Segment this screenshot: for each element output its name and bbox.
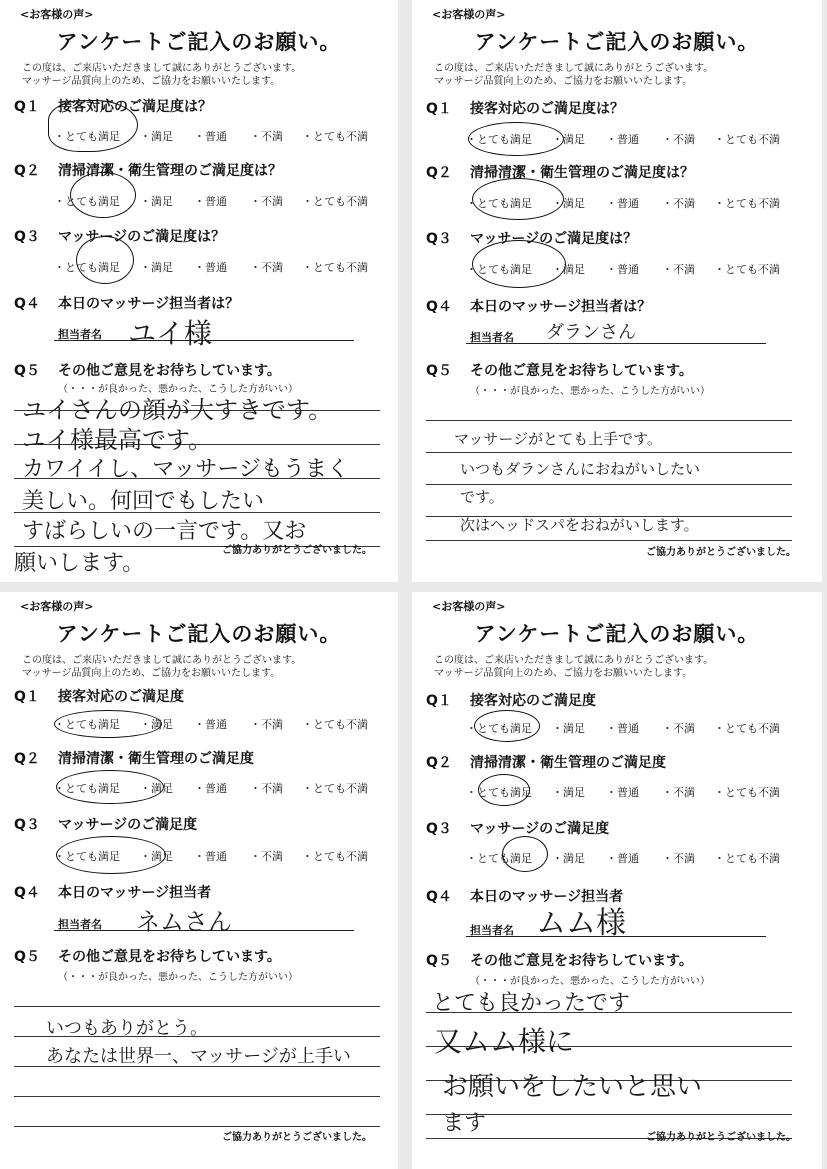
q5-hint: （・・・が良かった、悪かった、こうした方がいい） <box>58 972 298 983</box>
sheet-tag: <お客様の声> <box>432 8 506 21</box>
question-4: Q４ 本日のマッサージ担当者は？ <box>14 296 240 312</box>
option-satisfied[interactable]: ・満足 <box>140 782 173 795</box>
option-neutral[interactable]: ・普通 <box>194 130 227 143</box>
survey-sheet-2 <box>412 0 822 582</box>
comment-text[interactable]: 願いします。 <box>14 551 145 576</box>
comment-text[interactable]: あなたは世界一、マッサージが上手い <box>46 1046 351 1067</box>
option-dissatisfied[interactable]: ・不満 <box>662 786 695 799</box>
option-very-satisfied[interactable]: ・とても満足 <box>466 852 532 865</box>
selection-circle <box>478 774 530 806</box>
comment-text[interactable]: カワイイし、マッサージもうまく <box>22 457 349 482</box>
staff-label: 担当者名 <box>470 331 514 344</box>
option-very-dissatisfied[interactable]: ・とても不満 <box>714 133 780 146</box>
selection-circle <box>472 240 566 288</box>
thanks-note: ご協力ありがとうございました。 <box>646 1132 796 1143</box>
option-very-dissatisfied[interactable]: ・とても不満 <box>302 130 368 143</box>
option-neutral[interactable]: ・普通 <box>606 852 639 865</box>
option-very-dissatisfied[interactable]: ・とても不満 <box>302 261 368 274</box>
option-very-satisfied[interactable]: ・とても満足 <box>54 850 120 863</box>
question-2: Q２ 清掃清潔・衛生管理のご満足度 <box>426 755 666 771</box>
option-neutral[interactable]: ・普通 <box>194 195 227 208</box>
thanks-note: ご協力ありがとうございました。 <box>222 1132 372 1143</box>
selection-circle <box>54 710 162 738</box>
option-very-satisfied[interactable]: ・とても満足 <box>54 195 120 208</box>
question-5: Q５ その他ご意見をお待ちしています。 <box>426 953 693 969</box>
comment-line <box>14 1096 380 1097</box>
survey-sheet-1 <box>0 0 398 582</box>
sheet-title: アンケートご記入のお願い。 <box>56 622 342 646</box>
comment-text[interactable]: とても良かったです <box>432 991 631 1016</box>
option-dissatisfied[interactable]: ・不満 <box>662 722 695 735</box>
question-2: Q２ 清掃清潔・衛生管理のご満足度は？ <box>14 163 282 179</box>
question-1: Q１ 接客対応のご満足度 <box>426 693 596 709</box>
option-satisfied[interactable]: ・満足 <box>552 263 585 276</box>
option-very-satisfied[interactable]: ・とても満足 <box>54 718 120 731</box>
thanks-note: ご協力ありがとうございました。 <box>222 545 372 556</box>
selection-circle <box>70 172 136 218</box>
option-neutral[interactable]: ・普通 <box>606 197 639 210</box>
option-very-dissatisfied[interactable]: ・とても不満 <box>302 195 368 208</box>
comment-line <box>426 420 792 421</box>
option-neutral[interactable]: ・普通 <box>606 133 639 146</box>
comment-text[interactable]: すばらしいの一言です。又お <box>22 519 307 544</box>
option-neutral[interactable]: ・普通 <box>606 786 639 799</box>
sheet-title: アンケートご記入のお願い。 <box>474 622 760 646</box>
option-very-satisfied[interactable]: ・とても満足 <box>466 786 532 799</box>
option-neutral[interactable]: ・普通 <box>606 722 639 735</box>
option-neutral[interactable]: ・普通 <box>606 263 639 276</box>
selection-circle <box>76 236 134 284</box>
option-neutral[interactable]: ・普通 <box>194 718 227 731</box>
comment-text[interactable]: お願いをしたいと思い <box>442 1072 703 1102</box>
option-very-dissatisfied[interactable]: ・とても不満 <box>302 718 368 731</box>
option-very-dissatisfied[interactable]: ・とても不満 <box>714 722 780 735</box>
option-very-satisfied[interactable]: ・とても満足 <box>54 130 120 143</box>
option-very-dissatisfied[interactable]: ・とても不満 <box>714 197 780 210</box>
selection-circle <box>502 836 548 872</box>
comment-text[interactable]: ます <box>442 1111 487 1136</box>
q5-hint: （・・・が良かった、悪かった、こうした方がいい） <box>470 976 710 987</box>
comment-text[interactable]: いつもありがとう。 <box>46 1018 208 1039</box>
comment-line <box>14 1126 380 1127</box>
option-neutral[interactable]: ・普通 <box>194 850 227 863</box>
staff-label: 担当者名 <box>58 328 102 341</box>
sheet-intro: この度は、ご来店いただきまして誠にありがとうございます。 マッサージ品質向上のため、ご協力をお願いいたします。 <box>22 655 302 679</box>
sheet-tag: <お客様の声> <box>432 600 506 613</box>
option-dissatisfied[interactable]: ・不満 <box>250 195 283 208</box>
selection-circle <box>56 836 166 874</box>
question-2: Q２ 清掃清潔・衛生管理のご満足度 <box>14 751 254 767</box>
option-dissatisfied[interactable]: ・不満 <box>250 130 283 143</box>
option-very-dissatisfied[interactable]: ・とても不満 <box>714 786 780 799</box>
question-3: Q３ マッサージのご満足度は？ <box>14 229 226 245</box>
comment-line <box>426 484 792 485</box>
option-satisfied[interactable]: ・満足 <box>552 852 585 865</box>
question-1: Q１ 接客対応のご満足度は？ <box>426 101 624 117</box>
selection-circle <box>474 710 540 742</box>
question-3: Q３ マッサージのご満足度は？ <box>426 231 638 247</box>
comment-line <box>426 540 792 541</box>
thanks-note: ご協力ありがとうございました。 <box>646 547 796 558</box>
option-dissatisfied[interactable]: ・不満 <box>662 852 695 865</box>
option-neutral[interactable]: ・普通 <box>194 261 227 274</box>
selection-circle <box>472 178 564 220</box>
option-satisfied[interactable]: ・満足 <box>552 197 585 210</box>
option-very-dissatisfied[interactable]: ・とても不満 <box>302 782 368 795</box>
staff-label: 担当者名 <box>58 918 102 931</box>
question-2: Q２ 清掃清潔・衛生管理のご満足度は？ <box>426 165 694 181</box>
option-very-dissatisfied[interactable]: ・とても不満 <box>714 852 780 865</box>
option-very-satisfied[interactable]: ・とても満足 <box>466 197 532 210</box>
q5-hint: （・・・が良かった、悪かった、こうした方がいい） <box>470 386 710 397</box>
comment-text[interactable]: 又ムム様に <box>434 1025 575 1058</box>
sheet-tag: <お客様の声> <box>20 8 94 21</box>
question-5: Q５ その他ご意見をお待ちしています。 <box>14 363 281 379</box>
comment-text[interactable]: ユイさんの顔が大すきです。 <box>22 396 333 424</box>
option-dissatisfied[interactable]: ・不満 <box>250 782 283 795</box>
option-dissatisfied[interactable]: ・不満 <box>662 197 695 210</box>
option-dissatisfied[interactable]: ・不満 <box>250 718 283 731</box>
sheet-intro: この度は、ご来店いただきまして誠にありがとうございます。 マッサージ品質向上のため、ご協力をお願いいたします。 <box>434 655 714 679</box>
question-4: Q４ 本日のマッサージ担当者 <box>426 889 624 905</box>
selection-circle <box>468 122 564 156</box>
comment-text[interactable]: 美しい。何回でもしたい <box>22 489 265 514</box>
option-very-satisfied[interactable]: ・とても満足 <box>466 133 532 146</box>
option-dissatisfied[interactable]: ・不満 <box>662 263 695 276</box>
comment-text[interactable]: マッサージがとても上手です。 <box>454 430 662 448</box>
comment-text[interactable]: です。 <box>460 488 504 506</box>
option-very-satisfied[interactable]: ・とても満足 <box>54 261 120 274</box>
option-satisfied[interactable]: ・満足 <box>140 261 173 274</box>
option-satisfied[interactable]: ・満足 <box>552 133 585 146</box>
staff-name[interactable]: ダランさん <box>546 322 636 343</box>
option-very-dissatisfied[interactable]: ・とても不満 <box>714 263 780 276</box>
q5-hint: （・・・が良かった、悪かった、こうした方がいい） <box>58 384 298 395</box>
comment-line <box>14 1006 380 1007</box>
question-1: Q１ 接客対応のご満足度 <box>14 689 184 705</box>
option-dissatisfied[interactable]: ・不満 <box>250 850 283 863</box>
sheet-intro: この度は、ご来店いただきまして誠にありがとうございます。 マッサージ品質向上のため、ご協力をお願いいたします。 <box>434 63 714 87</box>
question-1: Q１ 接客対応のご満足度は？ <box>14 99 212 115</box>
comment-text[interactable]: 次はヘッドスパをおねがいします。 <box>460 516 699 534</box>
question-5: Q５ その他ご意見をお待ちしています。 <box>14 949 281 965</box>
sheet-tag: <お客様の声> <box>20 600 94 613</box>
question-3: Q３ マッサージのご満足度 <box>14 817 198 833</box>
sheet-title: アンケートご記入のお願い。 <box>474 30 760 54</box>
question-5: Q５ その他ご意見をお待ちしています。 <box>426 363 693 379</box>
comment-text[interactable]: いつもダランさんにおねがいしたい <box>460 460 701 478</box>
selection-circle <box>56 770 164 804</box>
comment-text[interactable]: ユイ様最高です。 <box>22 426 213 454</box>
question-4: Q４ 本日のマッサージ担当者 <box>14 885 212 901</box>
survey-sheet-4 <box>412 592 822 1169</box>
option-satisfied[interactable]: ・満足 <box>140 850 173 863</box>
sheet-title: アンケートご記入のお願い。 <box>56 30 342 54</box>
option-dissatisfied[interactable]: ・不満 <box>250 261 283 274</box>
option-very-satisfied[interactable]: ・とても満足 <box>466 263 532 276</box>
option-satisfied[interactable]: ・満足 <box>140 130 173 143</box>
option-satisfied[interactable]: ・満足 <box>140 718 173 731</box>
survey-sheet-3 <box>0 592 398 1169</box>
option-very-satisfied[interactable]: ・とても満足 <box>466 722 532 735</box>
question-3: Q３ マッサージのご満足度 <box>426 821 610 837</box>
option-very-satisfied[interactable]: ・とても満足 <box>54 782 120 795</box>
staff-name[interactable]: ユイ様 <box>128 317 213 350</box>
sheet-intro: この度は、ご来店いただきまして誠にありがとうございます。 マッサージ品質向上のため、ご協力をお願いいたします。 <box>22 63 302 87</box>
option-neutral[interactable]: ・普通 <box>194 782 227 795</box>
question-4: Q４ 本日のマッサージ担当者は？ <box>426 299 652 315</box>
option-satisfied[interactable]: ・満足 <box>140 195 173 208</box>
option-dissatisfied[interactable]: ・不満 <box>662 133 695 146</box>
option-very-dissatisfied[interactable]: ・とても不満 <box>302 850 368 863</box>
option-satisfied[interactable]: ・満足 <box>552 786 585 799</box>
selection-circle <box>48 100 138 152</box>
staff-name[interactable]: ムム様 <box>536 906 626 941</box>
staff-name[interactable]: ネムさん <box>136 908 232 936</box>
option-satisfied[interactable]: ・満足 <box>552 722 585 735</box>
staff-label: 担当者名 <box>470 924 514 937</box>
comment-line <box>426 452 792 453</box>
